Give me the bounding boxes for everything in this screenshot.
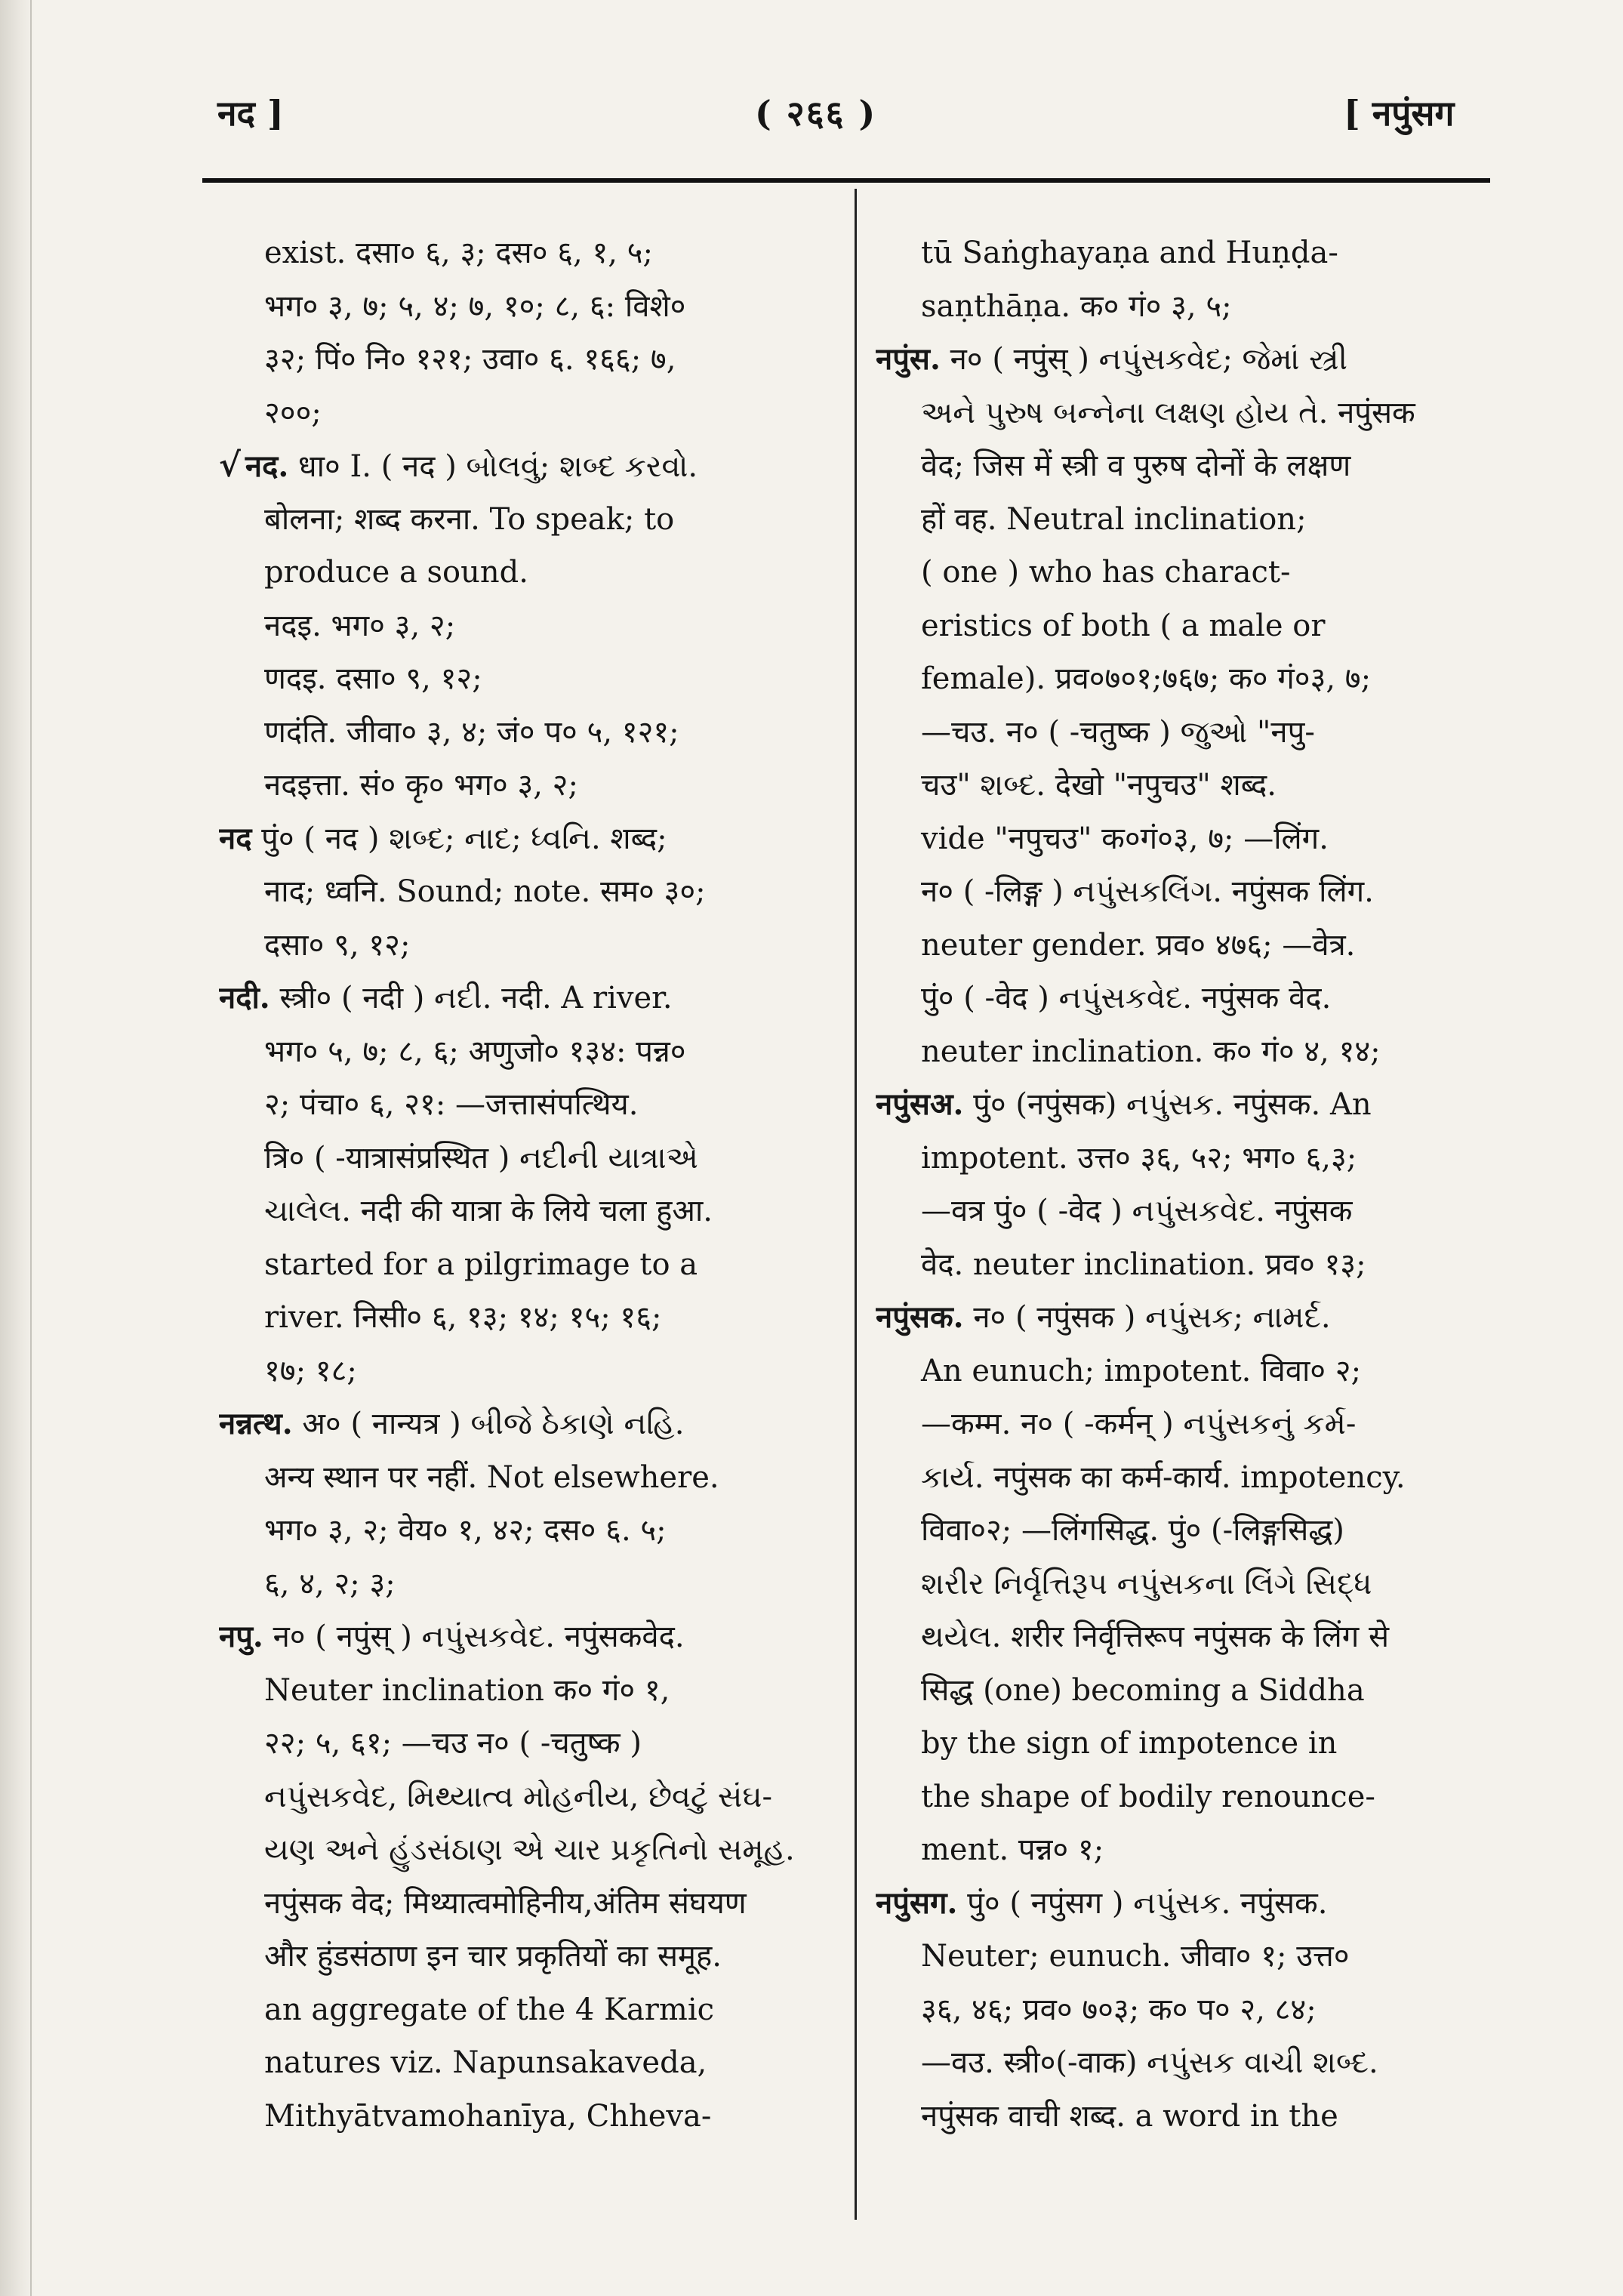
entry-line xyxy=(876,652,1487,706)
right-column xyxy=(876,227,1487,2143)
entry-line xyxy=(219,1291,830,1345)
entry-line xyxy=(219,1558,830,1611)
entry-line xyxy=(219,1185,830,1238)
entry-line xyxy=(219,1771,830,1824)
entry-text: saṇthāṇa. क० गं० ३, ५; xyxy=(921,288,1232,324)
entry-line xyxy=(219,919,830,972)
entry-line xyxy=(876,1983,1487,2037)
entry-line xyxy=(876,1610,1487,1664)
entry-text: vide "नपुचउ" क०गं०३, ७; —लिंग. xyxy=(921,821,1329,856)
entry-line xyxy=(219,2090,830,2143)
entry-line xyxy=(219,652,830,706)
entry-text: શરીર નિર્વૃત્તિરૂપ નપુંસકના લિંગે સિદ્ધ xyxy=(921,1566,1372,1601)
headword: नद xyxy=(219,820,252,856)
entry-line xyxy=(219,759,830,812)
entry-text: सिद्ध (one) becoming a Siddha xyxy=(921,1672,1365,1708)
entry-text: ३२; पिं० नि० १२१; उवा० ६. १६६; ७, xyxy=(264,342,676,377)
entry-line xyxy=(876,1025,1487,1079)
entry-text: दसा० ९, १२; xyxy=(264,927,411,963)
entry-text: Neuter; eunuch. जीवा० १; उत्त० xyxy=(921,1939,1350,1974)
headword: नदी. xyxy=(219,980,270,1015)
entry-text: नदइ. भग० ३, २; xyxy=(264,608,456,643)
checkmark-annotation: √ xyxy=(219,446,241,485)
entry-text: neuter inclination. क० गं० ४, १४; xyxy=(921,1034,1381,1069)
page-header xyxy=(0,89,1623,142)
entry-text: natures viz. Napunsakaveda, xyxy=(264,2045,707,2080)
entry-text: ६, ४, २; ३; xyxy=(264,1566,396,1601)
header-left-guideword: नद ] xyxy=(217,93,284,134)
entry-line xyxy=(876,1451,1487,1505)
entry-line xyxy=(219,387,830,440)
entry-line xyxy=(219,1504,830,1558)
entry-text: पुं० (नपुंसक) નપુંસક. नपुंसक. An xyxy=(963,1087,1372,1122)
entry-line xyxy=(219,599,830,653)
entry-headword-line xyxy=(219,812,830,866)
entry-line xyxy=(876,759,1487,812)
entry-line xyxy=(219,865,830,919)
entry-text: યણ અને હુંડસંઠાણ એ ચાર પ્રકૃતિનો સમૂહ. xyxy=(264,1832,795,1867)
entry-text: णदंति. जीवा० ३, ४; जं० प० ५, १२१; xyxy=(264,714,679,750)
entry-line xyxy=(876,1771,1487,1824)
entry-text: exist. दसा० ६, ३; दस० ६, १, ५; xyxy=(264,236,653,270)
entry-line xyxy=(876,919,1487,972)
entry-line xyxy=(219,280,830,334)
header-right-guideword: [ नपुंसग xyxy=(1344,93,1455,134)
entry-text: भग० ३, २; वेय० १, ४२; दस० ६. ५; xyxy=(264,1513,667,1548)
entry-text: पुं० ( -वेद ) નપુંસકવેદ. नपुंसक वेद. xyxy=(921,981,1332,1015)
entry-line xyxy=(876,1504,1487,1558)
entry-line xyxy=(219,1345,830,1398)
entry-line xyxy=(219,1877,830,1931)
entry-text: भग० ३, ७; ५, ४; ७, १०; ८, ६: विशे० xyxy=(264,288,686,324)
entry-text: ment. पन्न० १; xyxy=(921,1832,1104,1867)
entry-text: —कम्म. न० ( -कर्मन् ) નપુંસકનું કર્મ- xyxy=(921,1407,1357,1441)
headword: नपुंस. xyxy=(876,341,941,377)
headword: नद. xyxy=(245,448,289,484)
entry-line xyxy=(219,1451,830,1505)
entry-text: river. निसी० ६, १३; १४; १५; १६; xyxy=(264,1300,662,1335)
entry-text: ( one ) who has charact- xyxy=(921,555,1291,590)
entry-line xyxy=(219,1025,830,1079)
entry-text: स्त्री० ( नदी ) નદી. नदी. A river. xyxy=(269,981,673,1015)
entry-line xyxy=(876,865,1487,919)
entry-line xyxy=(876,1398,1487,1451)
entry-text: the shape of bodily renounce- xyxy=(921,1779,1375,1814)
entry-line xyxy=(876,706,1487,760)
entry-headword-line xyxy=(876,1078,1487,1132)
entry-line xyxy=(876,280,1487,334)
entry-text: કાર્ય. नपुंसक का कर्म-कार्य. impotency. xyxy=(921,1459,1406,1495)
entry-text: न० ( नपुंसक ) નપુંસક; નામર્દ. xyxy=(963,1300,1331,1335)
entry-line xyxy=(219,1132,830,1185)
entry-line xyxy=(876,1185,1487,1238)
entry-line xyxy=(876,2090,1487,2143)
entry-line xyxy=(876,1238,1487,1292)
entry-line xyxy=(876,2036,1487,2090)
entry-line xyxy=(219,1983,830,2037)
entry-line xyxy=(876,1345,1487,1398)
entry-line xyxy=(219,1078,830,1132)
entry-text: धा० I. ( नद ) બોલવું; શબ્દ કરવો. xyxy=(288,449,698,484)
entry-text: णदइ. दसा० ९, १२; xyxy=(264,661,482,696)
entry-text: २२; ५, ६१; —चउ न० ( -चतुष्क ) xyxy=(264,1726,642,1761)
entry-text: Mithyātvamohanīya, Chheva- xyxy=(264,2098,712,2134)
entry-line xyxy=(219,546,830,599)
entry-line xyxy=(219,1717,830,1771)
entry-headword-line xyxy=(219,1610,830,1664)
entry-line xyxy=(219,706,830,760)
entry-text: अ० ( नान्यत्र ) બીજે ઠેકાણે નહિ. xyxy=(292,1407,685,1441)
entry-line xyxy=(876,227,1487,280)
entry-text: produce a sound. xyxy=(264,555,528,590)
entry-line xyxy=(876,387,1487,440)
entry-line xyxy=(219,1238,830,1292)
entry-line xyxy=(219,1664,830,1718)
entry-headword-line xyxy=(876,333,1487,387)
entry-text: Neuter inclination क० गं० १, xyxy=(264,1672,670,1708)
entry-text: अन्य स्थान पर नहीं. Not elsewhere. xyxy=(264,1459,719,1495)
entry-headword-line xyxy=(219,1398,830,1451)
entry-text: नाद; ध्वनि. Sound; note. सम० ३०; xyxy=(264,874,706,909)
entry-headword-line xyxy=(219,439,830,493)
entry-text: २००; xyxy=(264,395,322,430)
entry-line xyxy=(219,1930,830,1983)
scan-binding-line xyxy=(30,0,32,2296)
entry-text: नपुंसक वेद; मिथ्यात्वमोहिनीय,अंतिम संघयण xyxy=(264,1885,747,1921)
entry-text: —चउ. न० ( -चतुष्क ) જુઓ "नपु- xyxy=(921,714,1315,750)
left-column xyxy=(219,227,830,2143)
entry-text: An eunuch; impotent. विवा० २; xyxy=(921,1353,1362,1388)
entry-text: impotent. उत्त० ३६, ५२; भग० ६,३; xyxy=(921,1140,1357,1176)
entry-text: बोलना; शब्द करना. To speak; to xyxy=(264,501,675,537)
entry-text: और हुंडसंठाण इन चार प्रकृतियों का समूह. xyxy=(264,1939,722,1974)
column-divider xyxy=(855,189,857,2220)
entry-text: ચાલેલ. नदी की यात्रा के लिये चला हुआ. xyxy=(264,1194,713,1228)
entry-text: नदइत्ता. सं० कृ० भग० ३, २; xyxy=(264,768,578,803)
headword: नपुंसग. xyxy=(876,1885,958,1921)
entry-line xyxy=(219,493,830,547)
entry-text: અને પુરુષ બન્નેના લક્ષણ હોય તે. नपुंसक xyxy=(921,395,1415,430)
entry-text: पुं० ( नपुंसग ) નપુંસક. नपुंसक. xyxy=(957,1885,1328,1921)
entry-headword-line xyxy=(876,1877,1487,1931)
entry-text: १७; १८; xyxy=(264,1353,357,1388)
entry-text: started for a pilgrimage to a xyxy=(264,1247,698,1282)
entry-line xyxy=(876,599,1487,653)
entry-text: त्रि० ( -यात्रासंप्रस्थित ) નદીની યાત્રાએ xyxy=(264,1140,698,1176)
entry-text: neuter gender. प्रव० ४७६; —वेत्र. xyxy=(921,927,1356,963)
entry-line xyxy=(876,1558,1487,1611)
header-rule xyxy=(202,178,1490,183)
entry-line xyxy=(219,227,830,280)
entry-line xyxy=(876,1132,1487,1185)
entry-headword-line xyxy=(219,972,830,1025)
entry-line xyxy=(876,812,1487,866)
page-number: ( २६६ ) xyxy=(755,93,877,134)
entry-text: female). प्रव०७०१;७६७; क० गं०३, ७; xyxy=(921,661,1372,696)
entry-text: નપુંસકવેદ, મિથ્યાત્વ મોહનીય, છેવટું સંઘ- xyxy=(264,1779,772,1814)
entry-line xyxy=(219,2036,830,2090)
entry-text: २; पंचा० ६, २१: —जत्तासंपत्थिय. xyxy=(264,1087,639,1122)
entry-text: —वउ. स्त्री०(-वाक) નપુંસક વાચી શબ્દ. xyxy=(921,2045,1378,2080)
entry-text: tū Saṅghayaṇa and Huṇḍa- xyxy=(921,236,1338,270)
entry-text: an aggregate of the 4 Karmic xyxy=(264,1992,715,2027)
entry-text: वेद. neuter inclination. प्रव० १३; xyxy=(921,1247,1366,1282)
headword: नपुंसअ. xyxy=(876,1086,964,1122)
entry-line xyxy=(219,333,830,387)
entry-line xyxy=(876,1717,1487,1771)
entry-line xyxy=(876,439,1487,493)
entry-text: चउ" શબ્દ. देखो "नपुचउ" शब्द. xyxy=(921,768,1277,803)
entry-text: हों वह. Neutral inclination; xyxy=(921,501,1307,537)
entry-line xyxy=(876,493,1487,547)
entry-text: eristics of both ( a male or xyxy=(921,608,1326,643)
entry-text: થયેલ. शरीर निर्वृत्तिरूप नपुंसक के लिंग से xyxy=(921,1620,1390,1654)
entry-text: न० ( नपुंस् ) નપુંસકવેદ. नपुंसकवेद. xyxy=(263,1620,685,1654)
entry-line xyxy=(219,1823,830,1877)
entry-text: न० ( नपुंस् ) નપુંસકવેદ; જેમાં સ્ત્રી xyxy=(940,342,1347,377)
entry-text: न० ( -लिङ्ग ) નપુંસકલિંગ. नपुंसक लिंग. xyxy=(921,874,1374,909)
entry-text: ३६, ४६; प्रव० ७०३; क० प० २, ८४; xyxy=(921,1992,1317,2027)
entry-text: by the sign of impotence in xyxy=(921,1726,1338,1761)
entry-line xyxy=(876,1930,1487,1983)
entry-text: नपुंसक वाची शब्द. a word in the xyxy=(921,2098,1338,2134)
entry-line xyxy=(876,546,1487,599)
entry-text: —वत्र पुं० ( -वेद ) નપુંસકવેદ. नपुंसक xyxy=(921,1194,1353,1228)
entry-headword-line xyxy=(876,1291,1487,1345)
entry-line xyxy=(876,972,1487,1025)
headword: नन्नत्थ. xyxy=(219,1406,293,1441)
entry-text: भग० ५, ७; ८, ६; अणुजो० १३४: पन्न० xyxy=(264,1034,686,1069)
entry-text: वेद; जिस में स्त्री व पुरुष दोनों के लक्षण xyxy=(921,448,1351,483)
entry-text: विवा०२; —लिंगसिद्ध. पुं० (-लिङ्गसिद्ध) xyxy=(921,1513,1344,1548)
entry-line xyxy=(876,1664,1487,1718)
entry-line xyxy=(876,1823,1487,1877)
entry-text: पुं० ( नद ) શબ્દ; નાદ; ધ્વનિ. शब्द; xyxy=(251,821,667,856)
headword: नपु. xyxy=(219,1619,263,1654)
headword: नपुंसक. xyxy=(876,1299,964,1335)
